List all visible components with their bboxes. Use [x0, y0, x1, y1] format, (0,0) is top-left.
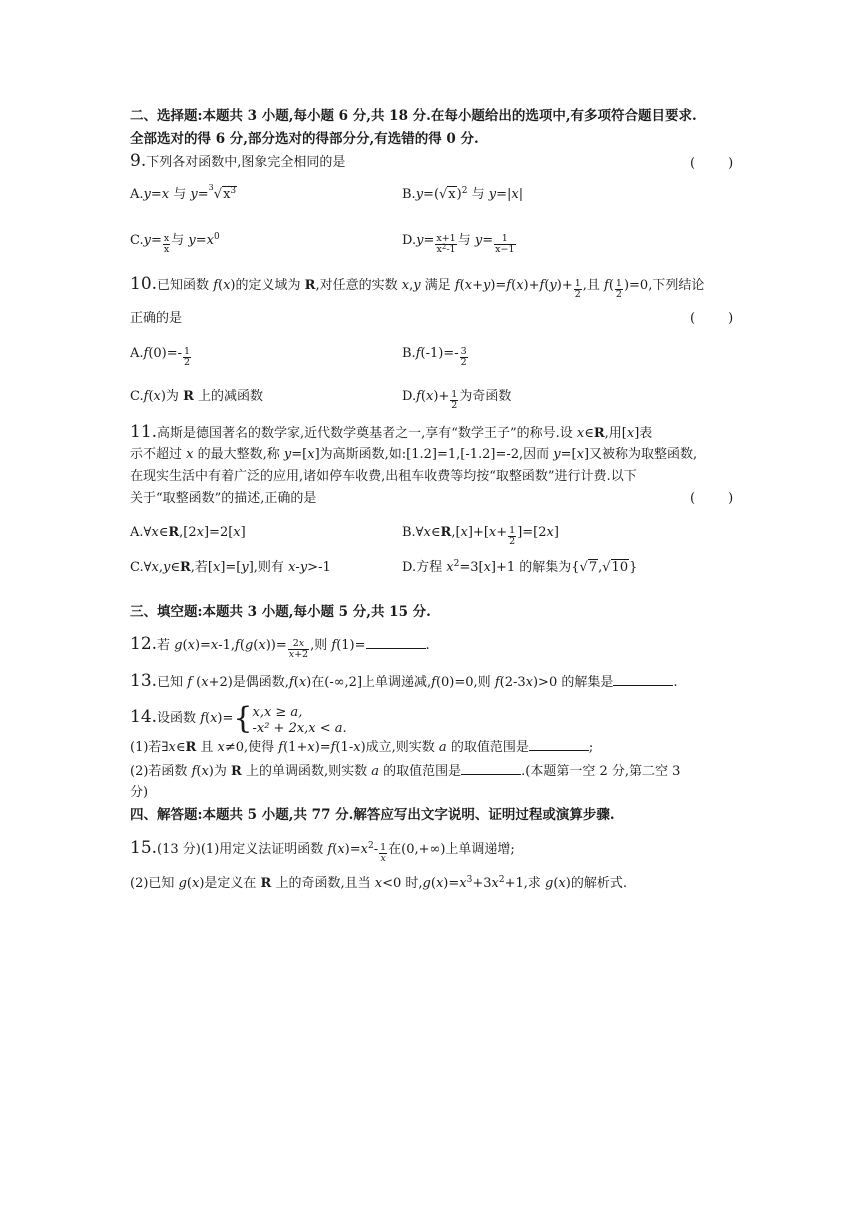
q10-option-b: B.f(-1)=- $\frac{3}{2}$: [402, 346, 467, 368]
q13-line: 13.已知 f (x+2)是偶函数,f(x)在(-∞,2]上单调递减,f(0)=0,则 f(2-3x)>0 的解集是 .: [130, 671, 678, 691]
q15-part2: (2)已知 g(x)是定义在 R 上的奇函数,且当 x<0 时$,g(x)=x^3+3x^2+1$,求 g(x)的解析式.: [130, 875, 627, 891]
q11-option-b: B.∀x∈R,[x]+[x+ $\frac{1}{2}$ ]=[2x]: [402, 525, 559, 547]
q11-option-a: A.∀x∈R,[2x]=2[x]: [130, 525, 246, 540]
q14-number: 14.: [130, 707, 158, 727]
q11-stem-line1: 11.高斯是德国著名的数学家,近代数学奠基者之一,享有“数学王子”的称号.设 x∈R,用[x]表: [130, 422, 653, 442]
q10-stem-line2: 正确的是: [130, 311, 183, 326]
q14-part1: (1)若∃x∈R 且 x≠0,使得 f(1+x)=f(1-x)成立,则实数 a 的取值范围是 ;: [130, 740, 594, 755]
q9-answer-bracket: ( ): [690, 156, 734, 171]
q14-part2-line2: 分): [130, 785, 149, 800]
q9-option-b: $B.y=(√x)^2$ 与 y=|x|: [402, 186, 524, 202]
q13-blank: [613, 675, 673, 686]
q11-option-c: C.∀x,y∈R,若[x]=[y],则有 x-y>-1: [130, 560, 331, 575]
section4-header: 四、解答题:本题共 5 小题,共 77 分.解答应写出文字说明、证明过程或演算步骤.: [130, 807, 615, 823]
q14-blank1: [529, 740, 589, 751]
q15-number: 15.: [130, 838, 158, 858]
q14-case2: -x² + 2x,x < a.: [252, 721, 347, 736]
q9-option-a: A.y=x 与 $y=^3√x^3$: [130, 183, 237, 202]
q9-stem: 下列各对函数中,图象完全相同的是: [146, 155, 346, 170]
q9-number: 9.: [130, 151, 147, 171]
q11-answer-bracket: ( ): [690, 491, 734, 506]
q10-answer-bracket: ( ): [690, 311, 734, 326]
q12-line: 12.若 g(x)=x-1,f(g(x))= $\frac{2x}{x+2}$ ,则 f(1)= .: [130, 634, 430, 660]
q10-option-a: A.f(0)=- $\frac{1}{2}$: [130, 346, 191, 368]
q11-number: 11.: [130, 422, 158, 442]
q14-blank2: [461, 764, 521, 775]
q9-stem-line: [130, 153, 345, 170]
section2-header-line2: 全部选对的得 6 分,部分选对的得部分分,有选错的得 0 分.: [130, 131, 479, 147]
section2-header-line1: 二、选择题:本题共 3 小题,每小题 6 分,共 18 分.在每小题给出的选项中,有多项符合题目要求.: [130, 108, 697, 124]
q14-part2-line1: (2)若函数 f(x)为 R 上的单调函数,则实数 a 的取值范围是 .(本题第一空 2 分,第二空 3: [130, 764, 681, 779]
q11-stem-line3: 在现实生活中有着广泛的应用,诸如停车收费,出租车收费等均按“取整函数”进行计费.以下: [130, 469, 637, 484]
q10-stem-line1: 10.已知函数 f(x)的定义域为 R,对任意的实数 x,y 满足 f(x+y)=f(x)+f(y)+ $\frac{1}{2}$ ,且 f( $\frac{1}{2}$ )=0,下列结论: [130, 274, 705, 300]
q11-stem-line2: 示不超过 x 的最大整数,称 y=[x]为高斯函数,如:[1.2]=1,[-1.2]=-2,因而 y=[x]又被称为取整函数,: [130, 447, 698, 462]
q11-stem-line4: 关于“取整函数”的描述,正确的是: [130, 491, 317, 506]
q13-number: 13.: [130, 671, 158, 691]
q12-blank: [366, 638, 426, 649]
q9-option-c: C.y= $\frac{x}{x}$ 与 $y=x^0$: [130, 232, 220, 255]
q9-option-d: D.y= $\frac{x+1}{x^2-1}$ 与 y= $\frac{1}{x-1}$: [402, 233, 515, 255]
q10-option-c: C.f(x)为 R 上的减函数: [130, 389, 264, 404]
q14-brace: {: [233, 701, 253, 736]
q15-part1: 15.(13 分)(1)用定义法证明函数 $f(x)=x^2-$ $\frac{1}{x}$ 在(0,+∞)上单调递增;: [130, 838, 515, 864]
q11-option-d: D.方程 $x^2=3[x]+1$ 的解集为{√7,√10}: [402, 559, 638, 575]
q14-stem-line: 14.设函数 f(x)={ x,x ≥ a, -x² + 2x,x < a.: [130, 701, 347, 736]
section3-header: 三、填空题:本题共 3 小题,每小题 5 分,共 15 分.: [130, 604, 431, 620]
q12-number: 12.: [130, 634, 158, 654]
q10-number: 10.: [130, 274, 158, 294]
q14-case1: x,x ≥ a,: [252, 705, 303, 720]
q10-option-d: D.f(x)+ $\frac{1}{2}$ 为奇函数: [402, 389, 512, 411]
q14-cases: [252, 705, 346, 737]
